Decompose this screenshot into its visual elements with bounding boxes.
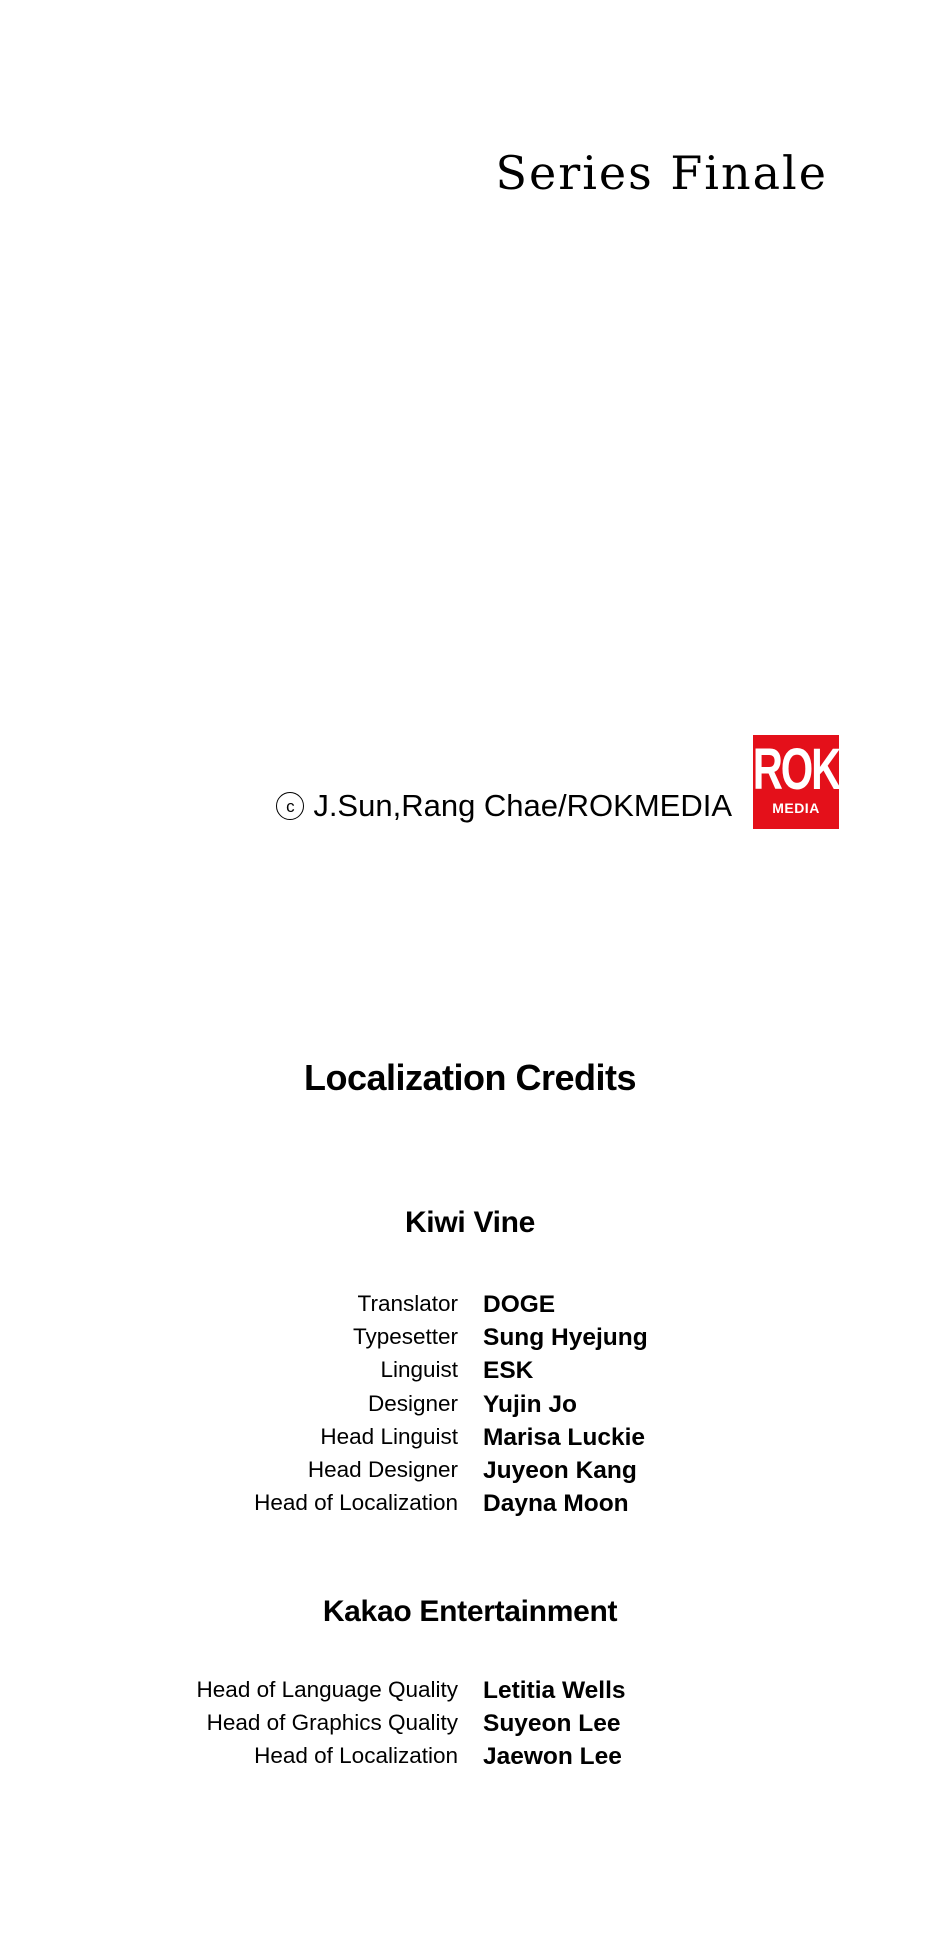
rokmedia-logo [753, 735, 839, 829]
credit-name: DOGE [483, 1291, 556, 1318]
credit-name: Dayna Moon [483, 1490, 629, 1518]
credit-row [0, 1712, 940, 1745]
credit-row [0, 1679, 940, 1712]
logo-media-text: MEDIA [772, 800, 820, 816]
copyright-icon: c [276, 792, 304, 820]
section-heading-kiwi-vine: Kiwi Vine [404, 1206, 536, 1239]
credit-role: Translator [357, 1291, 458, 1316]
credit-row [0, 1456, 940, 1492]
credit-name: Jaewon Lee [483, 1743, 622, 1771]
credit-name: Juyeon Kang [483, 1456, 637, 1484]
credit-role: Head Designer [307, 1456, 458, 1482]
credit-role: Head of Localization [254, 1490, 458, 1516]
copyright-notice [276, 788, 732, 824]
credit-row [0, 1326, 940, 1359]
credit-role: Typesetter [352, 1324, 458, 1350]
localization-credits-heading: Localization Credits [303, 1057, 637, 1098]
credit-role: Head of Language Quality [196, 1677, 458, 1702]
logo-rok-text: ROK [753, 737, 839, 802]
credit-name: Suyeon Lee [483, 1710, 621, 1738]
credit-list-kakao-entertainment [0, 1679, 940, 1779]
credit-name: Letitia Wells [483, 1677, 626, 1704]
credit-list-kiwi-vine [0, 1293, 940, 1525]
credit-row [0, 1390, 940, 1426]
credit-name: Yujin Jo [483, 1390, 577, 1418]
credit-role: Linguist [380, 1357, 458, 1383]
credit-role: Head of Graphics Quality [206, 1710, 458, 1736]
credit-role: Designer [367, 1390, 458, 1416]
section-heading-kakao-entertainment: Kakao Entertainment [322, 1595, 618, 1628]
credit-name: Marisa Luckie [483, 1423, 646, 1451]
credit-row [0, 1423, 940, 1459]
series-finale-title: Series Finale [495, 146, 828, 200]
credit-row [0, 1293, 940, 1326]
credit-row [0, 1359, 940, 1392]
credit-role: Head Linguist [320, 1423, 458, 1449]
credit-role: Head of Localization [254, 1743, 458, 1769]
copyright-text: J.Sun,Rang Chae/ROKMEDIA [313, 788, 732, 823]
credit-row [0, 1492, 940, 1525]
credit-name: ESK [483, 1357, 534, 1385]
credit-name: Sung Hyejung [483, 1324, 648, 1352]
credit-row [0, 1745, 940, 1778]
